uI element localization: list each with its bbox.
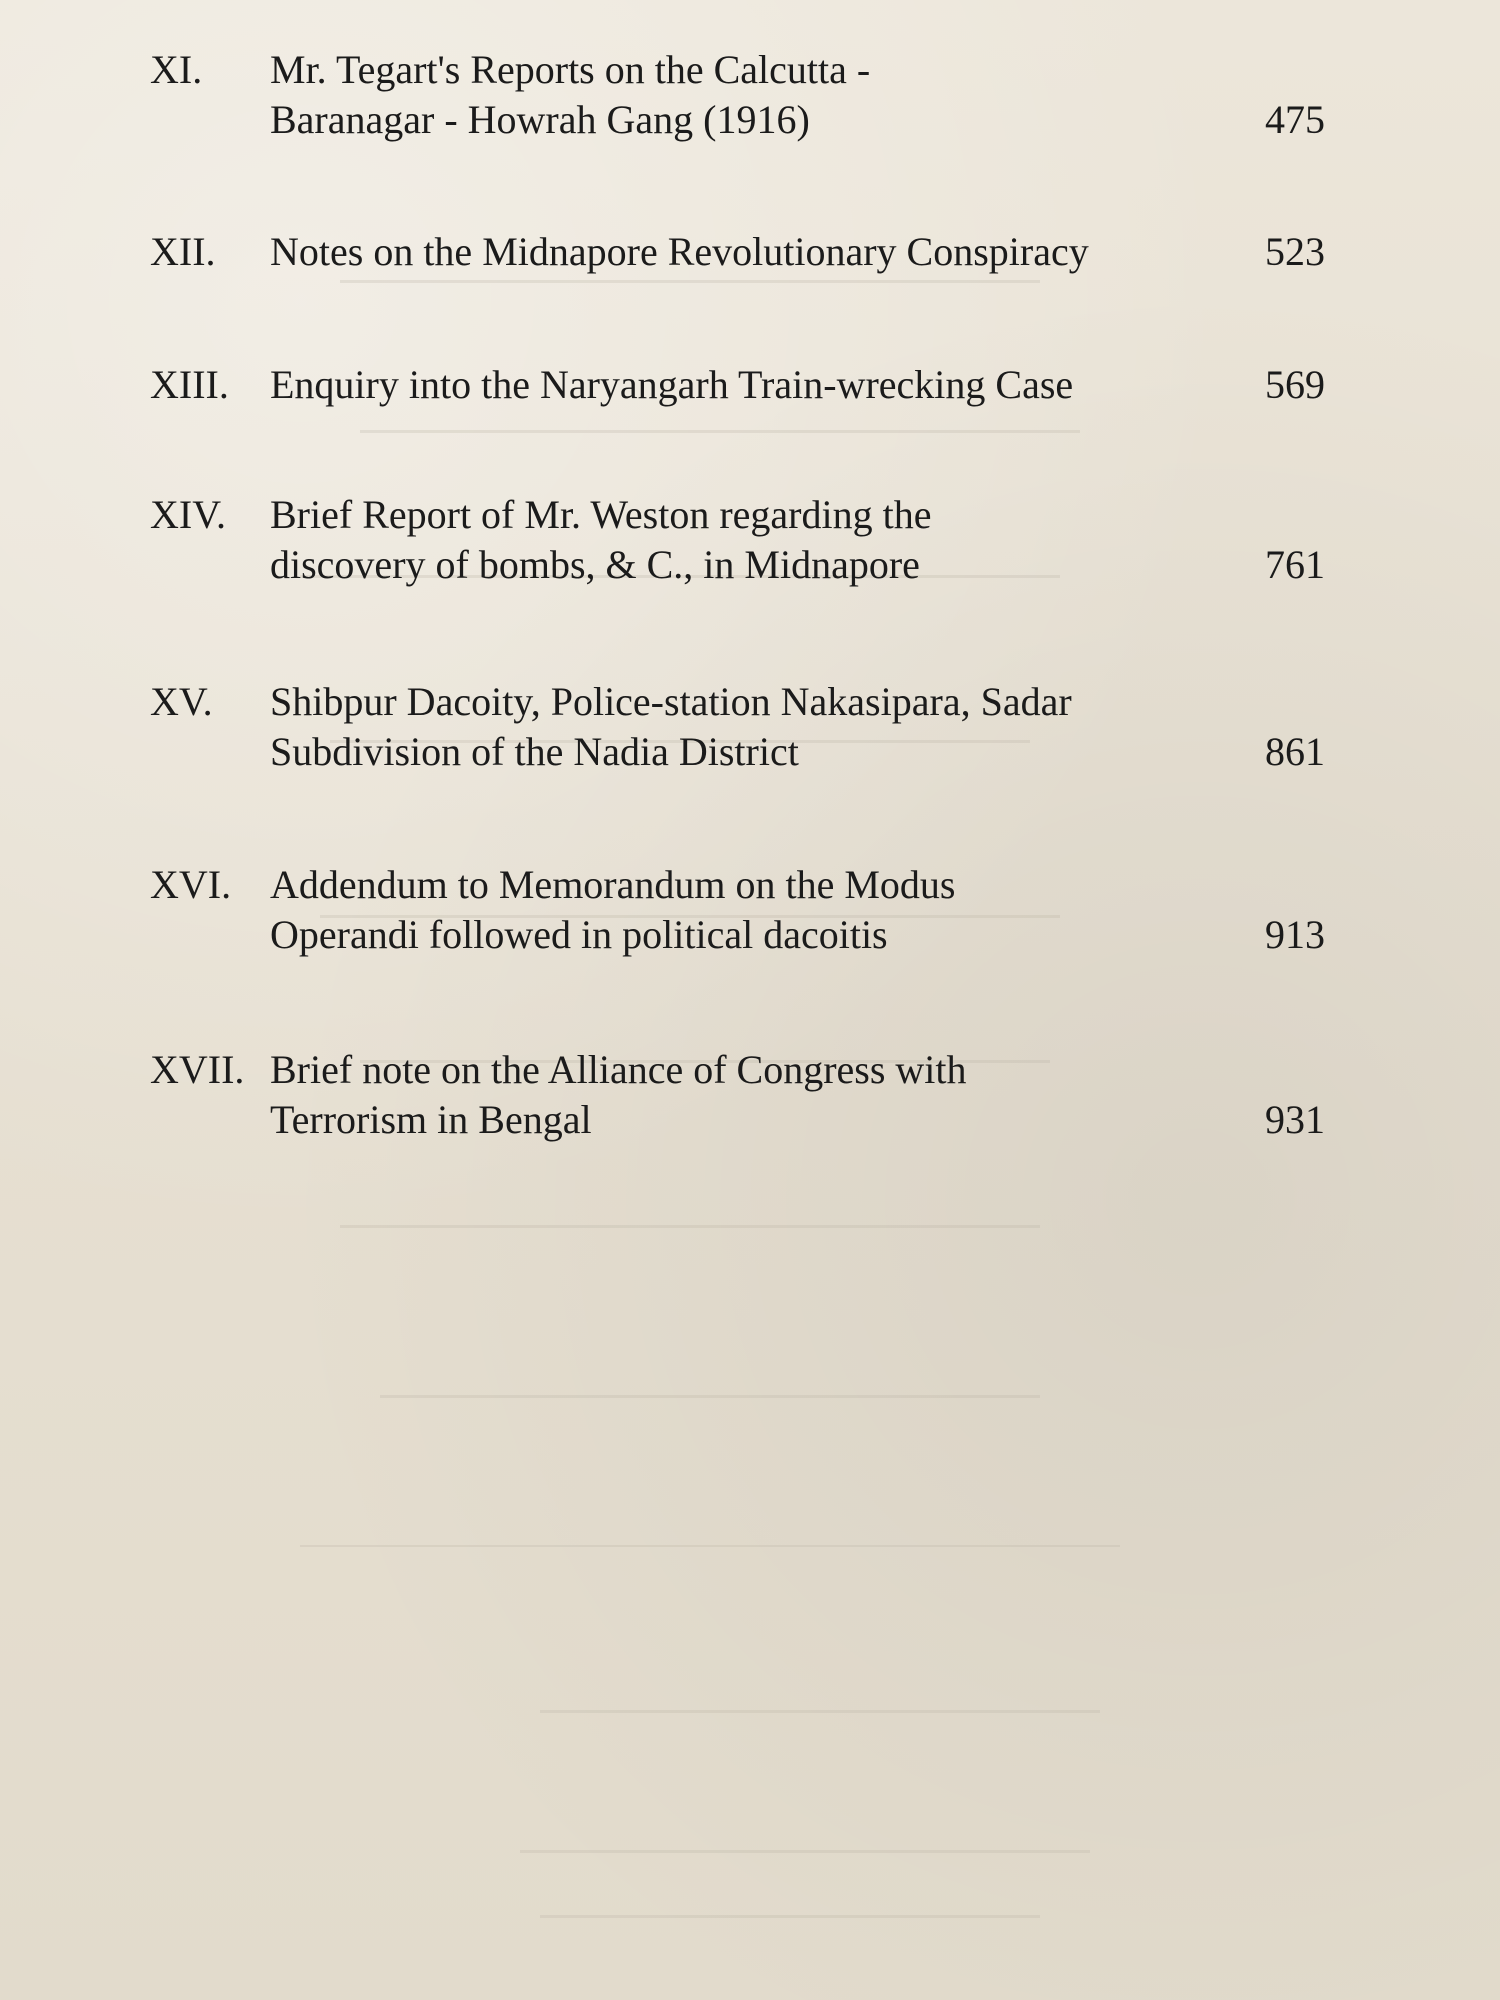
entry-title-line: Enquiry into the Naryangarh Train-wrecking Case — [270, 362, 1074, 407]
entry-title-line: discovery of bombs, & C., in Midnapore — [270, 542, 920, 587]
entry-title-line: Mr. Tegart's Reports on the Calcutta - — [270, 47, 871, 92]
entry-numeral: XVII. — [150, 1047, 245, 1092]
entry-page-number: 761 — [1265, 542, 1325, 587]
entry-page-number: 861 — [1265, 729, 1325, 774]
entry-page-number: 931 — [1265, 1097, 1325, 1142]
entry-numeral: XI. — [150, 47, 203, 92]
entry-title-line: Addendum to Memorandum on the Modus — [270, 862, 956, 907]
entry-numeral: XIII. — [150, 362, 229, 407]
entry-numeral: XV. — [150, 679, 213, 724]
entry-title-line: Baranagar - Howrah Gang (1916) — [270, 97, 810, 142]
entry-page-number: 475 — [1265, 97, 1325, 142]
entry-title-line: Subdivision of the Nadia District — [270, 729, 799, 774]
entry-title-line: Shibpur Dacoity, Police-station Nakasipara, Sadar — [270, 679, 1072, 724]
entry-numeral: XVI. — [150, 862, 232, 907]
entry-title-line: Brief Report of Mr. Weston regarding the — [270, 492, 932, 537]
entry-page-number: 913 — [1265, 912, 1325, 957]
entry-title-line: Brief note on the Alliance of Congress with — [270, 1047, 967, 1092]
entry-page-number: 523 — [1265, 229, 1325, 274]
entry-page-number: 569 — [1265, 362, 1325, 407]
entry-title-line: Notes on the Midnapore Revolutionary Conspiracy — [270, 229, 1089, 274]
entry-title-line: Operandi followed in political dacoitis — [270, 912, 888, 957]
entry-numeral: XII. — [150, 229, 216, 274]
entry-numeral: XIV. — [150, 492, 226, 537]
entry-title-line: Terrorism in Bengal — [270, 1097, 592, 1142]
